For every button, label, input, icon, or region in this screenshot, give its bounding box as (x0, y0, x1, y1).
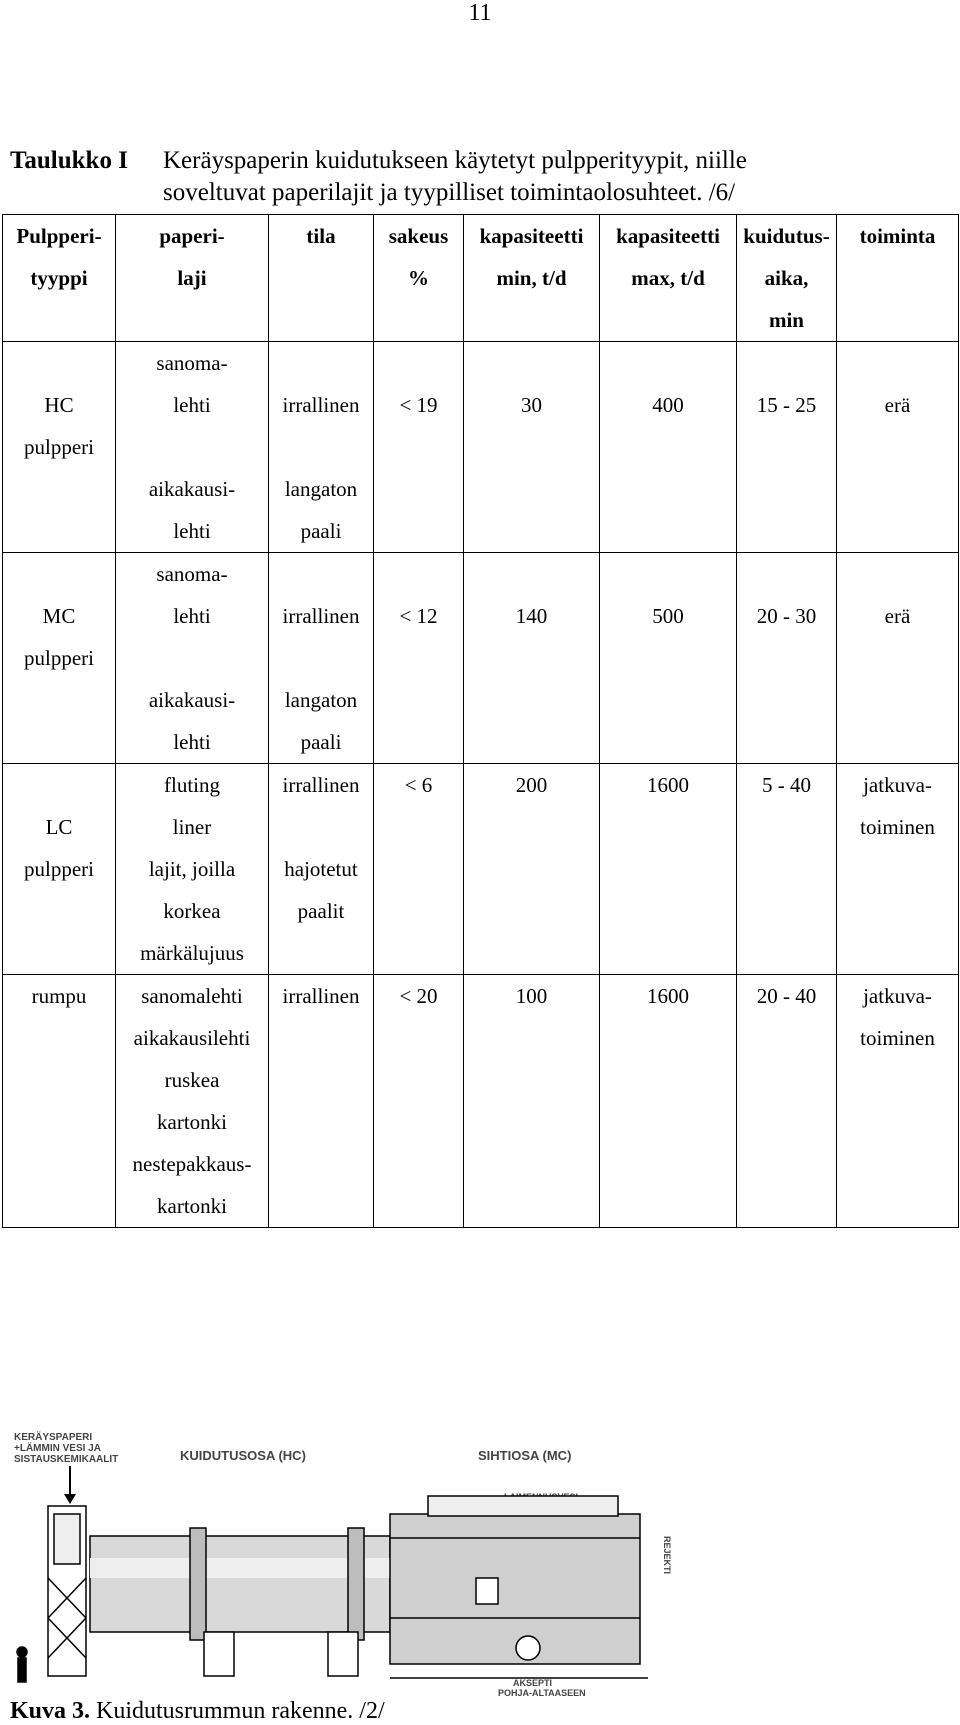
table-cell (464, 764, 600, 975)
table-cell (600, 764, 737, 975)
table-cell-line (269, 426, 373, 468)
table-cell-line: fluting (164, 773, 220, 797)
table-cell-line: pulpperi (24, 857, 94, 881)
table-cell-line (269, 932, 373, 974)
header-cell-line: aika, (764, 266, 809, 290)
table-cell-line (600, 553, 736, 595)
header-cell (116, 215, 269, 342)
table-cell-line: MC (42, 604, 76, 628)
table-caption-label: Taulukko I (10, 147, 128, 174)
table-cell-line: lajit, joilla (148, 857, 236, 881)
table-cell-line: lehti (173, 393, 211, 417)
header-cell (269, 215, 374, 342)
table-cell-line (269, 553, 373, 595)
table-cell-line: nestepakkaus- (132, 1152, 252, 1176)
drum-mc-section (390, 1496, 648, 1678)
header-cell (3, 215, 116, 342)
table-cell-line: lehti (173, 730, 211, 754)
table-cell-line (269, 342, 373, 384)
feed-label-3: SISTAUSKEMIKAALIT (14, 1454, 119, 1465)
table-cell-line: 5 - 40 (762, 773, 811, 797)
table-cell-line (269, 637, 373, 679)
table-cell-line (464, 553, 599, 595)
table-row (3, 975, 959, 1228)
table-cell-line: aikakausi- (148, 477, 236, 501)
table-cell-line: irrallinen (282, 773, 360, 797)
table-cell-line: 200 (515, 773, 548, 797)
table-cell-line (374, 553, 463, 595)
table-cell-line: < 19 (399, 393, 438, 417)
table-cell-line (3, 679, 115, 721)
accept-label-2: POHJA-ALTAASEEN (498, 1688, 586, 1698)
header-cell-line: tyyppi (30, 266, 88, 290)
table-cell-line: 140 (515, 604, 548, 628)
header-cell (464, 215, 600, 342)
table-cell-line: hajotetut (284, 857, 358, 881)
table-cell (116, 553, 269, 764)
table-cell-line: jatkuva- (863, 773, 932, 797)
table-cell-line (269, 806, 373, 848)
table-cell-line: kartonki (157, 1110, 227, 1134)
table-cell-line (3, 932, 115, 974)
table-cell-line: lehti (173, 604, 211, 628)
table-cell-line: 1600 (647, 984, 689, 1008)
table-row (3, 342, 959, 553)
table-row (3, 764, 959, 975)
table-cell-line: paali (300, 730, 342, 754)
table-cell (737, 764, 837, 975)
table-cell (600, 342, 737, 553)
table-cell-line: aikakausilehti (133, 1026, 251, 1050)
header-cell-line: min (768, 308, 804, 332)
table-cell-line: sanoma- (156, 351, 228, 375)
table-cell-line: erä (884, 604, 911, 628)
header-cell (374, 215, 464, 342)
table-cell-line: erä (884, 393, 911, 417)
header-cell-line: Pulpperi- (16, 224, 102, 248)
table-cell (374, 342, 464, 553)
feed-arrow (64, 1466, 76, 1504)
table-cell-line: jatkuva- (863, 984, 932, 1008)
table-cell-line: irrallinen (282, 393, 360, 417)
table-header-row (3, 215, 959, 342)
table-cell (464, 342, 600, 553)
table-cell-line: pulpperi (24, 646, 94, 670)
table-cell (269, 764, 374, 975)
table-cell (374, 764, 464, 975)
table-cell-line: < 6 (404, 773, 433, 797)
table-cell (3, 975, 116, 1228)
table-row (3, 553, 959, 764)
table-cell-line (837, 553, 958, 595)
table-cell-line: 1600 (647, 773, 689, 797)
table-cell (464, 975, 600, 1228)
table-cell-line: irrallinen (282, 984, 360, 1008)
table-cell-line (3, 510, 115, 552)
header-cell-line: kapasiteetti (616, 224, 720, 248)
table-cell (3, 553, 116, 764)
header-cell-line: kapasiteetti (479, 224, 584, 248)
reject-label: REJEKTI (662, 1536, 672, 1575)
mc-section-label: SIHTIOSA (MC) (478, 1448, 572, 1463)
table-cell (3, 764, 116, 975)
table-cell-line (464, 342, 599, 384)
header-cell-line: kuidutus- (743, 224, 830, 248)
pulper-table (2, 214, 959, 1228)
table-cell-line (3, 890, 115, 932)
table-cell-line: pulpperi (24, 435, 94, 459)
figure-caption-label: Kuva 3. (10, 1698, 91, 1724)
table-cell-line: 500 (652, 604, 684, 628)
table-cell-line (116, 637, 268, 679)
table-cell-line (3, 553, 115, 595)
table-cell (837, 553, 959, 764)
header-cell-line: paperi- (159, 224, 225, 248)
table-cell (374, 975, 464, 1228)
table-cell-line: korkea (163, 899, 221, 923)
table-cell-line (3, 468, 115, 510)
table-cell-line (737, 553, 836, 595)
table-caption-line-1: Keräyspaperin kuidutukseen käytetyt pulpperityypit, niille (163, 147, 747, 174)
table-cell-line: rumpu (31, 984, 87, 1008)
table-cell (737, 553, 837, 764)
table-cell-line: 20 - 30 (756, 604, 817, 628)
drum-pulper-diagram (8, 1418, 672, 1698)
feed-label-1: KERÄYSPAPERI (14, 1432, 93, 1443)
table-cell-line: toiminen (860, 815, 935, 839)
header-cell (737, 215, 837, 342)
table-cell-line: paali (300, 519, 342, 543)
header-cell-line: max, t/d (631, 266, 705, 290)
table-caption-line-2: soveltuvat paperilajit ja tyypilliset toimintaolosuhteet. /6/ (163, 179, 736, 206)
table-cell (269, 975, 374, 1228)
accept-label-1: AKSEPTI (513, 1678, 553, 1688)
table-cell (269, 553, 374, 764)
table-cell-line: paalit (297, 899, 345, 923)
figure-caption (10, 1697, 385, 1725)
table-cell-line: < 20 (399, 984, 438, 1008)
header-cell-line: % (408, 266, 429, 290)
table-cell-line: sanomalehti (141, 984, 243, 1008)
table-cell (837, 975, 959, 1228)
table-cell (374, 553, 464, 764)
table-cell (3, 342, 116, 553)
table-cell-line (3, 721, 115, 763)
table-cell (116, 342, 269, 553)
table-cell-line: < 12 (399, 604, 438, 628)
figure-caption-text: Kuidutusrummun rakenne. /2/ (96, 1698, 385, 1724)
header-cell (837, 215, 959, 342)
table-cell-line: 15 - 25 (756, 393, 817, 417)
hc-section-label: KUIDUTUSOSA (HC) (180, 1448, 306, 1463)
table-cell-line: 100 (515, 984, 548, 1008)
table-cell (600, 553, 737, 764)
header-cell (600, 215, 737, 342)
drum-hc-section (90, 1528, 390, 1676)
table-cell (464, 553, 600, 764)
table-cell-line (600, 342, 736, 384)
table-cell-line (3, 764, 115, 806)
table-cell-line: 20 - 40 (756, 984, 817, 1008)
header-cell-line: laji (177, 266, 207, 290)
table-cell (269, 342, 374, 553)
table-cell-line: aikakausi- (148, 688, 236, 712)
header-cell-line: min, t/d (496, 266, 567, 290)
header-cell-line: tila (306, 224, 336, 248)
table-cell (837, 342, 959, 553)
table-cell-line: langaton (284, 688, 358, 712)
table-cell-line: irrallinen (282, 604, 360, 628)
table-cell-line: lehti (173, 519, 211, 543)
table-cell-line: langaton (284, 477, 358, 501)
table-cell-line (837, 342, 958, 384)
table-cell-line: LC (45, 815, 73, 839)
table-cell (116, 975, 269, 1228)
table-cell-line: toiminen (860, 1026, 935, 1050)
table-cell-line: ruskea (164, 1068, 220, 1092)
page-number: 11 (468, 0, 492, 26)
header-cell-line: toiminta (859, 224, 936, 248)
table-cell (116, 764, 269, 975)
table-cell (737, 342, 837, 553)
header-cell-line: sakeus (388, 224, 449, 248)
table-cell-line (3, 342, 115, 384)
table-cell-line (374, 342, 463, 384)
table-cell-line: 30 (521, 393, 542, 417)
table-cell (737, 975, 837, 1228)
table-cell-line: 400 (652, 393, 684, 417)
table-cell-line: kartonki (157, 1194, 227, 1218)
table-cell-line: liner (172, 815, 212, 839)
table-cell-line: märkälujuus (140, 941, 244, 965)
table-cell (600, 975, 737, 1228)
table-cell (837, 764, 959, 975)
table-cell-line: sanoma- (156, 562, 228, 586)
table-cell-line: HC (44, 393, 74, 417)
table-cell-line (116, 426, 268, 468)
feed-label-2: +LÄMMIN VESI JA (14, 1443, 101, 1454)
table-cell-line (737, 342, 836, 384)
feed-tower (17, 1506, 86, 1682)
